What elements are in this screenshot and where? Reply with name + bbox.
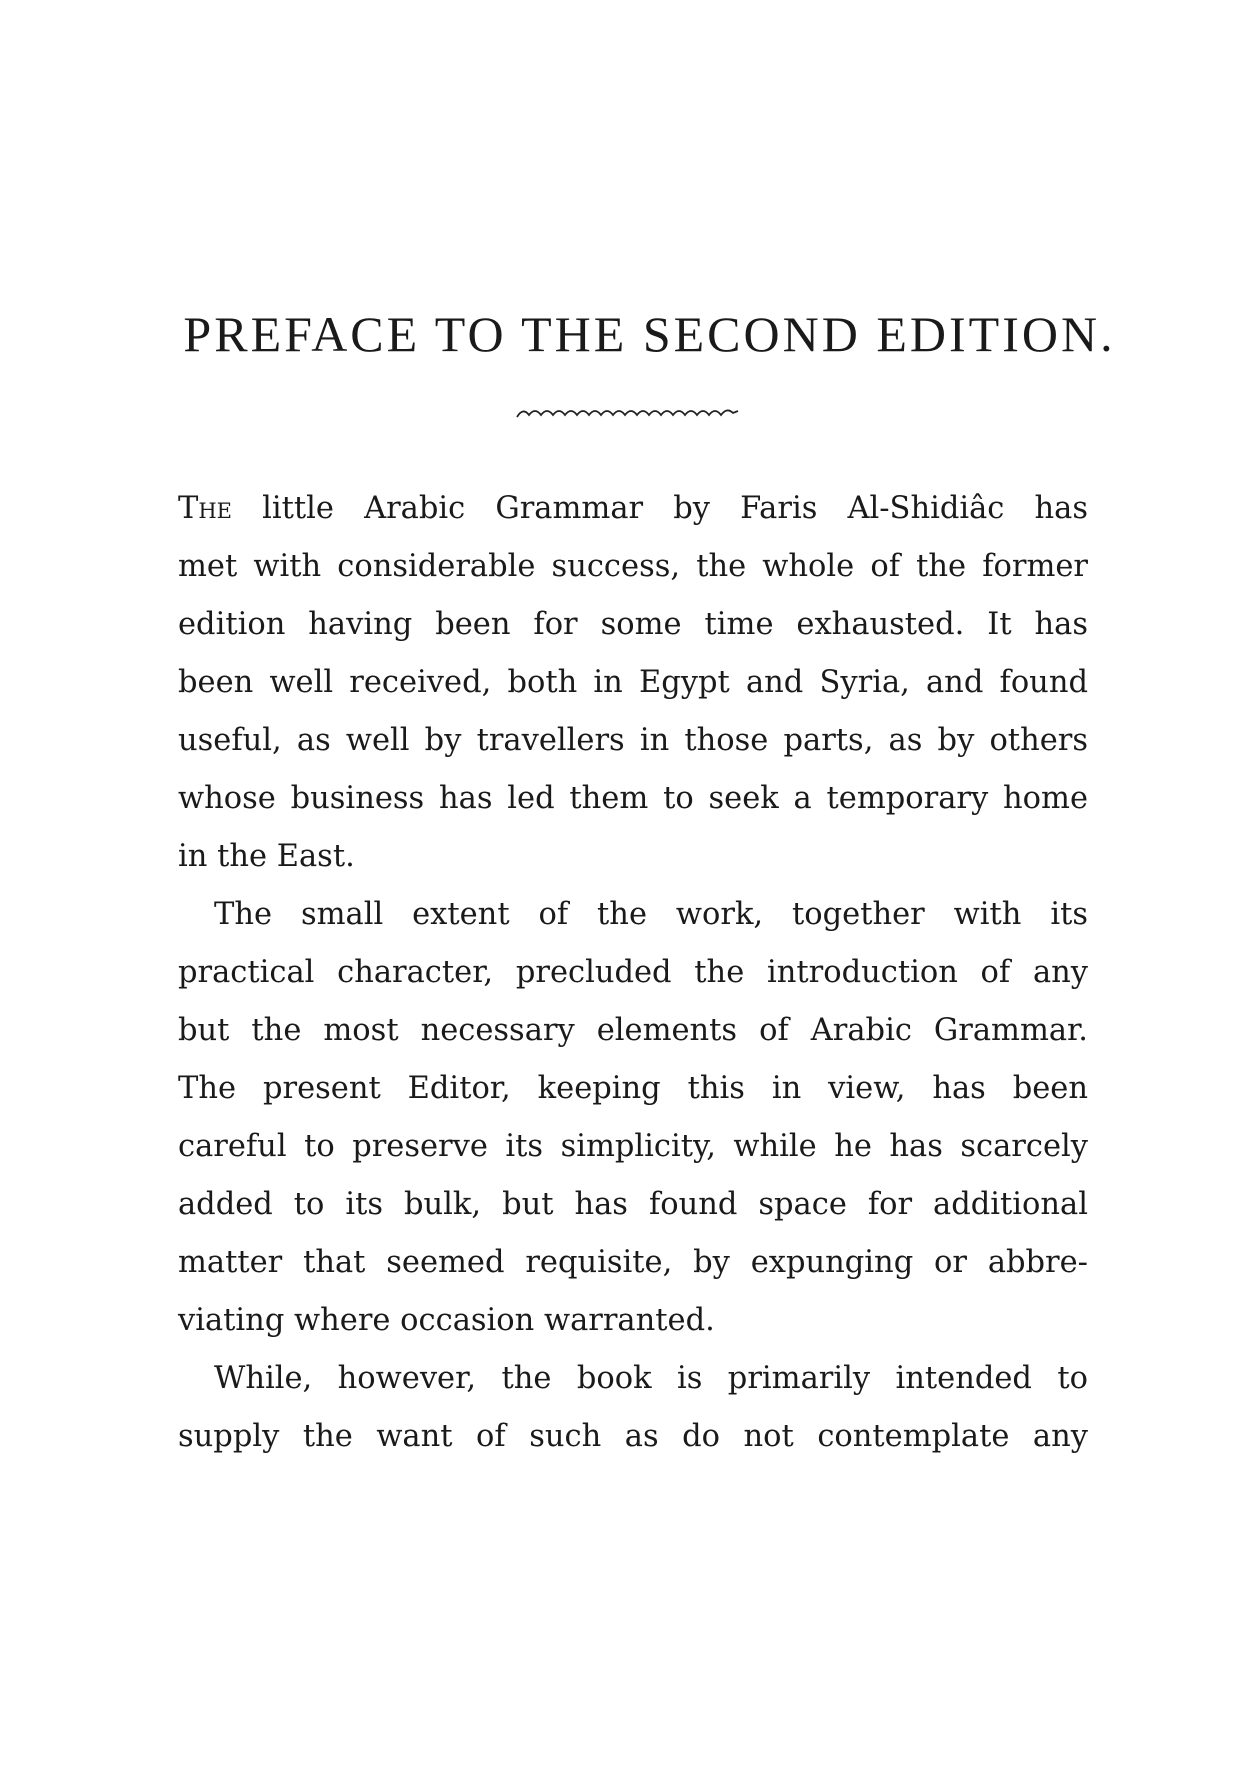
paragraph-3 <box>178 1350 1088 1466</box>
text-line: The present Editor, keeping this in view, has been <box>178 1071 1088 1106</box>
text-line: whose business has led them to seek a temporary home <box>178 781 1088 816</box>
text-line: practical character, precluded the introduction of any <box>178 955 1088 990</box>
text-line: careful to preserve its simplicity, while he has scarcely <box>178 1129 1088 1164</box>
text-line: useful, as well by travellers in those parts, as by others <box>178 723 1088 758</box>
text-line: but the most necessary elements of Arabic Grammar. <box>178 1013 1088 1048</box>
page-title: PREFACE TO THE SECOND EDITION. <box>183 306 1116 362</box>
preface-body <box>178 480 1088 1466</box>
paragraph-1 <box>178 480 1088 886</box>
text-line: added to its bulk, but has found space for additional <box>178 1187 1088 1222</box>
lead-word: The <box>178 491 232 526</box>
text-line: matter that seemed requisite, by expunging or abbre- <box>178 1245 1088 1280</box>
text-line: supply the want of such as do not contemplate any <box>178 1419 1088 1454</box>
wavy-rule-ornament-icon <box>515 403 740 423</box>
text-line: The little Arabic Grammar by Faris Al-Shidiâc has <box>178 491 1088 526</box>
paragraph-2 <box>178 886 1088 1350</box>
text-line: in the East. <box>178 839 355 874</box>
text-line: edition having been for some time exhausted. It has <box>178 607 1088 642</box>
text-line: While, however, the book is primarily intended to <box>214 1361 1088 1396</box>
text-line: met with considerable success, the whole of the former <box>178 549 1088 584</box>
text-line: been well received, both in Egypt and Syria, and found <box>178 665 1088 700</box>
text-line: The small extent of the work, together with its <box>214 897 1088 932</box>
text-line: viating where occasion warranted. <box>178 1303 715 1338</box>
